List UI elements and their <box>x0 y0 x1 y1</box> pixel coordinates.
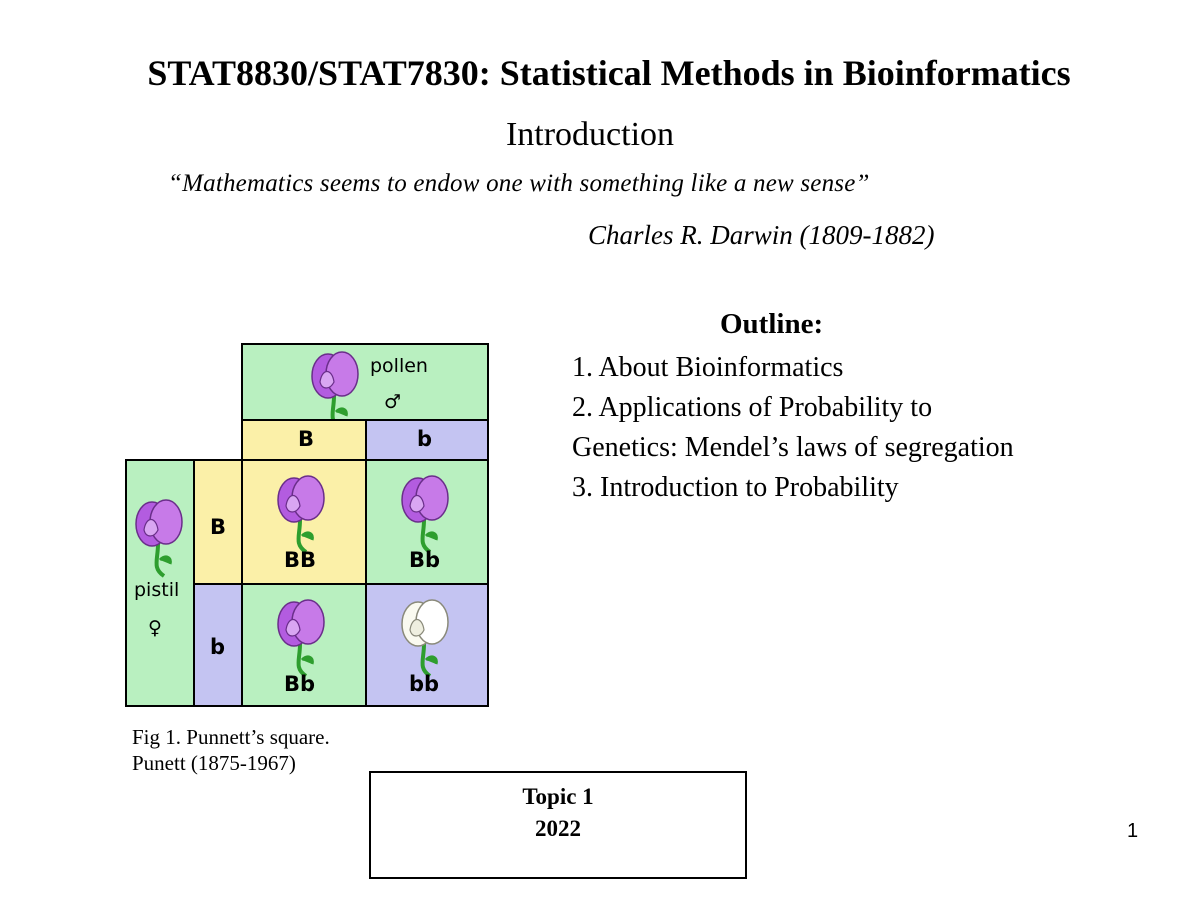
column-allele-label: B <box>298 427 315 451</box>
genotype-label: Bb <box>284 672 316 696</box>
outline-list <box>572 348 1014 508</box>
slide-subtitle: Introduction <box>505 116 675 153</box>
figure-caption <box>132 724 330 776</box>
outline-item: Genetics: Mendel’s laws of segregation <box>572 432 1014 463</box>
topic-year: 2022 <box>535 816 581 841</box>
pollen-header-cell <box>242 344 488 420</box>
quote-text: “Mathematics seems to endow one with something like a new sense” <box>168 170 870 197</box>
row-allele-label: b <box>210 635 226 659</box>
pollen-label: pollen <box>370 355 428 377</box>
female-symbol-icon: ♀ <box>148 617 162 639</box>
caption-line: Punett (1875-1967) <box>132 751 296 775</box>
quote-author: Charles R. Darwin (1809-1882) <box>588 220 935 250</box>
genotype-label: bb <box>409 672 440 696</box>
topic-box <box>369 771 747 879</box>
outline-heading: Outline: <box>720 308 824 340</box>
column-allele-label: b <box>417 427 433 451</box>
genotype-label: Bb <box>409 548 441 572</box>
outline-item: 3. Introduction to Probability <box>572 472 899 503</box>
slide-title: STAT8830/STAT7830: Statistical Methods in Bioinformatics <box>147 53 1071 93</box>
punnett-square-figure <box>118 338 498 718</box>
outline-item: 1. About Bioinformatics <box>572 352 844 383</box>
pistil-label: pistil <box>134 579 180 601</box>
slide-number: 1 <box>1127 820 1139 842</box>
caption-line: Fig 1. Punnett’s square. <box>132 725 330 749</box>
topic-label: Topic 1 <box>522 784 594 809</box>
genotype-label: BB <box>284 548 317 572</box>
male-symbol-icon: ♂ <box>384 391 402 413</box>
outline-item: 2. Applications of Probability to <box>572 392 933 423</box>
row-allele-label: B <box>210 515 227 539</box>
